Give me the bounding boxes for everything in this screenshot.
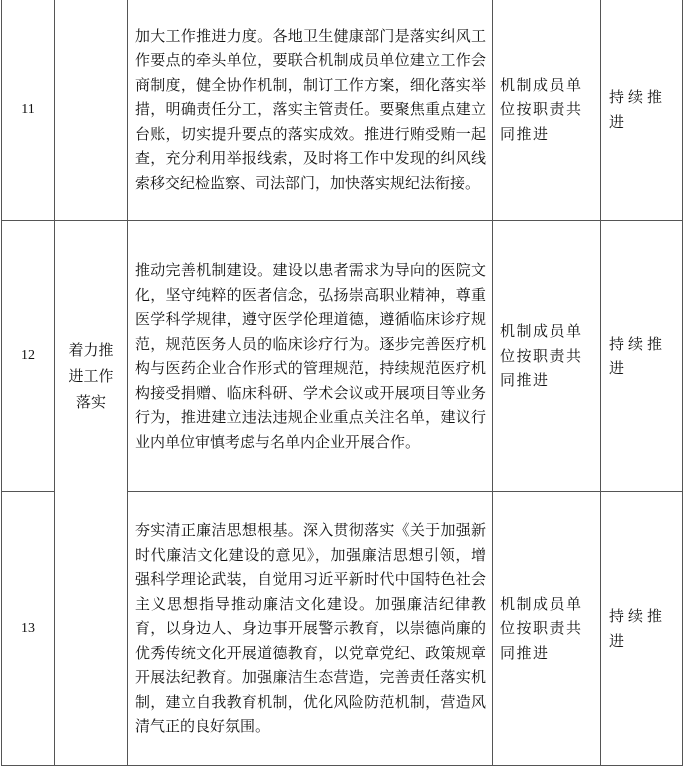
progress-status: 持续推进 [601,221,683,492]
responsible-unit: 机制成员单位按职责共同推进 [493,0,601,221]
table-row [2,0,683,221]
progress-status: 持续推进 [601,492,683,766]
task-table [1,0,683,766]
responsible-unit: 机制成员单位按职责共同推进 [493,492,601,766]
task-content: 加大工作推进力度。各地卫生健康部门是落实纠风工作要点的牵头单位，要联合机制成员单位建立工作会商制度，健全协作机制，制订工作方案，细化落实举措，明确责任分工，落实主管责任。要聚焦重点建立台账，切实提升要点的落实成效。推进行贿受贿一起查，充分利用举报线索，及时将工作中发现的纠风线索移交纪检监察、司法部门，加快落实规纪法衔接。 [128,0,493,221]
task-content: 推动完善机制建设。建设以患者需求为导向的医院文化，坚守纯粹的医者信念，弘扬崇高职业精神，尊重医学科学规律，遵守医学伦理道德，遵循临床诊疗规范，规范医务人员的临床诊疗行为。逐步完善医疗机构与医药企业合作形式的管理规范，持续规范医疗机构接受捐赠、临床科研、学术会议或开展项目等业务行为，推进建立违法违规企业重点关注名单，建议行业内单位审慎考虑与名单内企业开展合作。 [128,221,493,492]
responsible-unit: 机制成员单位按职责共同推进 [493,221,601,492]
task-content: 夯实清正廉洁思想根基。深入贯彻落实《关于加强新时代廉洁文化建设的意见》，加强廉洁思想引领，增强科学理论武装，自觉用习近平新时代中国特色社会主义思想指导推动廉洁文化建设。加强廉洁纪律教育，以身边人、身边事开展警示教育，以崇德尚廉的优秀传统文化开展道德教育，以党章党纪、政策规章开展法纪教育。加强廉洁生态营造，完善责任落实机制，建立自我教育机制，优化风险防范机制，营造风清气正的良好氛围。 [128,492,493,766]
progress-status: 持续推进 [601,0,683,221]
row-number: 12 [2,221,55,492]
row-number: 13 [2,492,55,766]
table-row [2,221,683,492]
row-number: 11 [2,0,55,221]
category-label: 着力推进工作落实 [55,221,128,766]
category-cell [55,0,128,221]
